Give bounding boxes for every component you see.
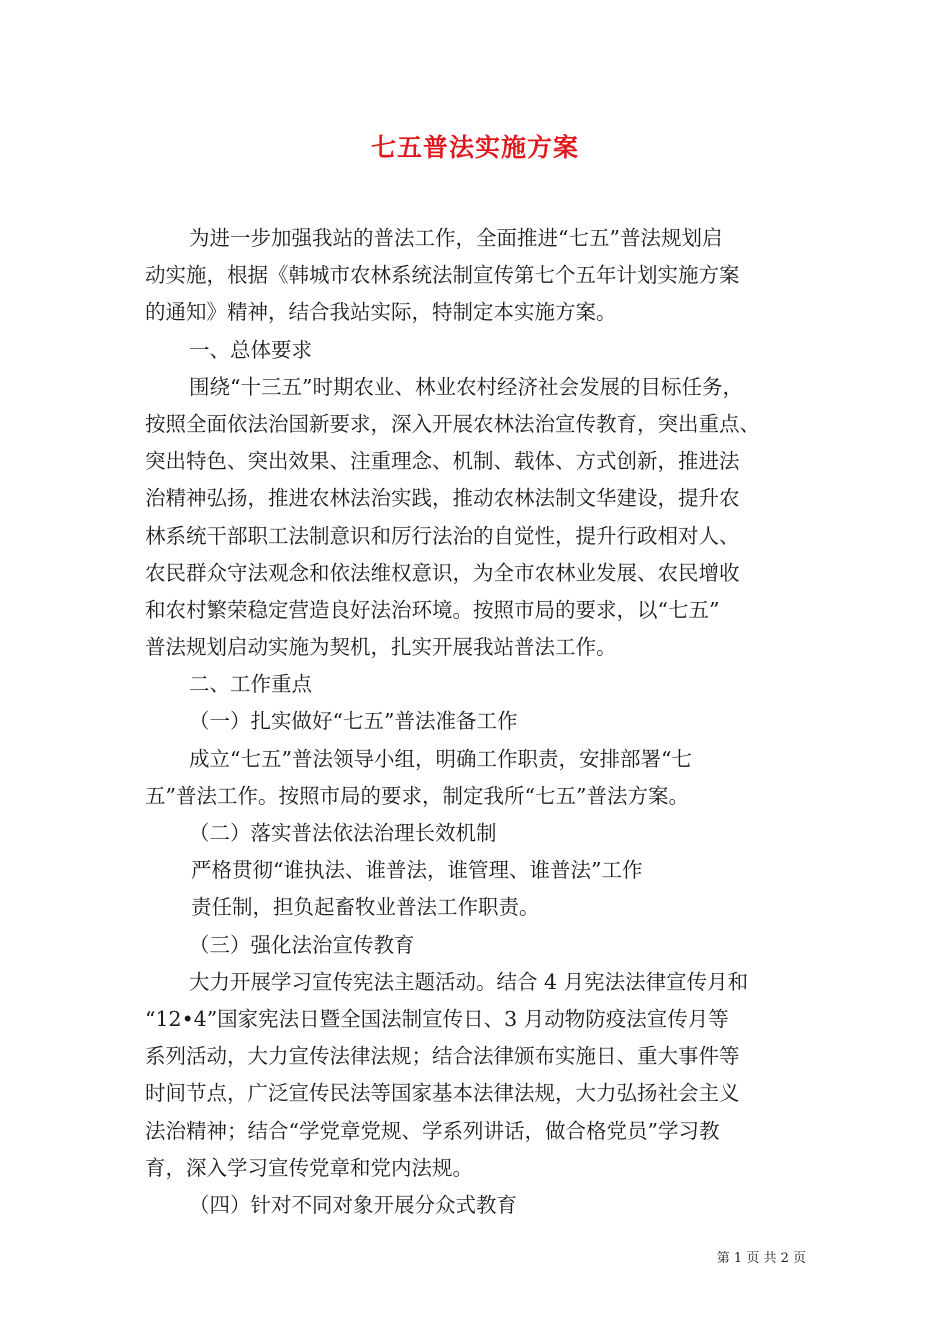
- paragraph-line: 责任制，担负起畜牧业普法工作职责。: [191, 895, 540, 920]
- paragraph-line: 和农村繁荣稳定营造良好法治环境。按照市局的要求，以“七五”: [145, 597, 720, 622]
- paragraph-line: 成立“七五”普法领导小组，明确工作职责，安排部署“七: [189, 746, 692, 771]
- section-heading: 二、工作重点: [189, 672, 312, 697]
- paragraph-line: 育，深入学习宣传党章和党内法规。: [145, 1155, 473, 1180]
- paragraph-line: 系列活动，大力宣传法律法规；结合法律颁布实施日、重大事件等: [145, 1044, 740, 1069]
- subsection-heading: （四）针对不同对象开展分众式教育: [189, 1192, 517, 1217]
- subsection-heading: （二）落实普法依法治理长效机制: [189, 821, 497, 845]
- paragraph-line: 普法规划启动实施为契机，扎实开展我站普法工作。: [145, 635, 617, 660]
- paragraph-line: 大力开展学习宣传宪法主题活动。结合 4 月宪法法律宣传月和: [189, 969, 749, 994]
- paragraph-line: 围绕“十三五”时期农业、林业农村经济社会发展的目标任务，: [189, 374, 743, 399]
- paragraph-line: 林系统干部职工法制意识和厉行法治的自觉性，提升行政相对人、: [145, 523, 740, 548]
- paragraph-line: 五”普法工作。按照市局的要求，制定我所“七五”普法方案。: [145, 783, 689, 808]
- paragraph-line: 的通知》精神，结合我站实际，特制定本实施方案。: [145, 300, 617, 325]
- section-heading: 一、总体要求: [189, 337, 312, 362]
- paragraph-line: 时间节点，广泛宣传民法等国家基本法律法规，大力弘扬社会主义: [145, 1081, 740, 1106]
- document-body: [145, 220, 810, 1224]
- paragraph-line: 按照全面依法治国新要求，深入开展农林法治宣传教育，突出重点、: [145, 411, 760, 436]
- paragraph-line: 突出特色、突出效果、注重理念、机制、载体、方式创新，推进法: [145, 449, 740, 474]
- paragraph-line: 治精神弘扬，推进农林法治实践，推动农林法制文华建设，提升农: [145, 486, 740, 511]
- paragraph-line: 严格贯彻“谁执法、谁普法，谁管理、谁普法”工作: [191, 858, 643, 883]
- paragraph-line: 动实施，根据《韩城市农林系统法制宣传第七个五年计划实施方案: [145, 263, 740, 288]
- paragraph-line: 法治精神；结合“学党章党规、学系列讲话，做合格党员”学习教: [145, 1118, 720, 1143]
- paragraph-line: 为进一步加强我站的普法工作，全面推进“七五”普法规划启: [189, 226, 723, 250]
- paragraph-line: “12•4”国家宪法日暨全国法制宣传日、3 月动物防疫法宣传月等: [145, 1006, 729, 1031]
- page-number: 第 1 页 共 2 页: [716, 1251, 806, 1266]
- document-title: 七五普法实施方案: [370, 133, 579, 162]
- paragraph-line: 农民群众守法观念和依法维权意识，为全市农林业发展、农民增收: [145, 560, 740, 585]
- subsection-heading: （三）强化法治宣传教育: [189, 932, 415, 957]
- subsection-heading: （一）扎实做好“七五”普法准备工作: [189, 709, 518, 734]
